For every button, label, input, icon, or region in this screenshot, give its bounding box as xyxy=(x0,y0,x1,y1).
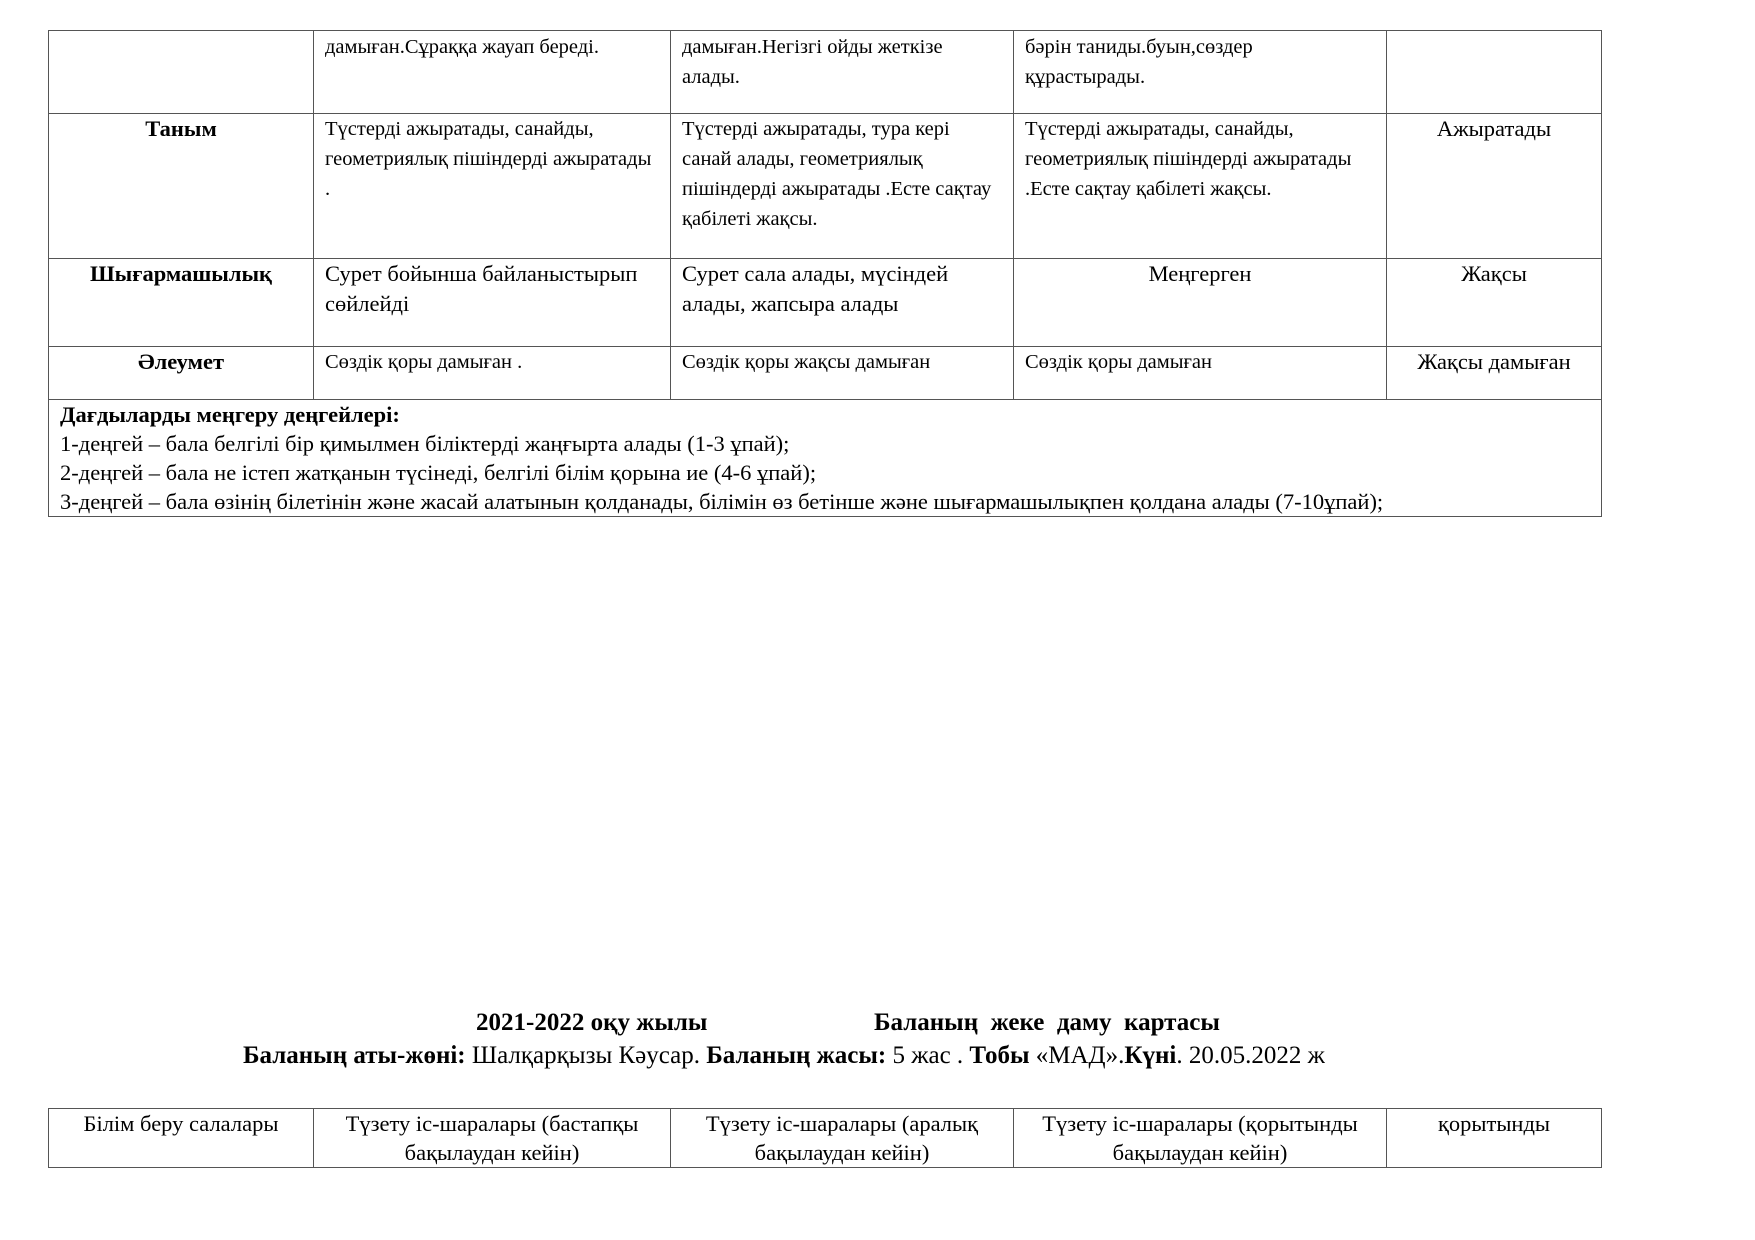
date-label: Күні xyxy=(1124,1042,1177,1069)
skill-levels-row xyxy=(49,400,1602,517)
column-header-result: қорытынды xyxy=(1387,1109,1602,1168)
development-card-table xyxy=(48,1108,1602,1168)
initial-observation-cell: Сурет бойынша байланыстырып сөйлейді xyxy=(314,259,671,347)
result-cell xyxy=(1387,31,1602,114)
table-row xyxy=(49,259,1602,347)
child-name-value: Шалқарқызы Кәусар. xyxy=(465,1042,707,1069)
table-row xyxy=(49,31,1602,114)
area-cell: Әлеумет xyxy=(49,347,314,400)
child-info-line xyxy=(243,1039,1325,1072)
intermediate-observation-cell: Түстерді ажыратады, тура кері санай алады, геометриялық пішіндерді ажыратады .Есте сақтау қабілеті жақсы. xyxy=(671,114,1014,259)
area-cell xyxy=(49,31,314,114)
column-header-initial: Түзету іс-шаралары (бастапқы бақылаудан кейін) xyxy=(314,1109,671,1168)
skill-level-1: 1-деңгей – бала белгілі бір қимылмен біліктерді жаңғырта алады (1-3 ұпай); xyxy=(60,431,790,456)
skill-level-3: 3-деңгей – бала өзінің білетінін және жасай алатынын қолданады, білімін өз бетінше және шығармашылықпен қолдана алады (7-10ұпай); xyxy=(60,489,1384,514)
child-age-value: 5 жас . xyxy=(886,1042,970,1069)
result-cell: Жақсы xyxy=(1387,259,1602,347)
final-observation-cell: бәрін таниды.буын,сөздер құрастырады. xyxy=(1014,31,1387,114)
initial-observation-cell: Түстерді ажыратады, санайды, геометриялық пішіндерді ажыратады . xyxy=(314,114,671,259)
group-label: Тобы xyxy=(969,1042,1030,1069)
development-card-table-continued xyxy=(48,30,1602,517)
final-observation-cell: Меңгерген xyxy=(1014,259,1387,347)
column-header-intermediate: Түзету іс-шаралары (аралық бақылаудан кейін) xyxy=(671,1109,1014,1168)
intermediate-observation-cell: дамыған.Негізгі ойды жеткізе алады. xyxy=(671,31,1014,114)
intermediate-observation-cell: Сурет сала алады, мүсіндей алады, жапсыра алады xyxy=(671,259,1014,347)
area-cell: Таным xyxy=(49,114,314,259)
final-observation-cell: Сөздік қоры дамыған xyxy=(1014,347,1387,400)
intermediate-observation-cell: Сөздік қоры жақсы дамыған xyxy=(671,347,1014,400)
column-header-final: Түзету іс-шаралары (қорытынды бақылаудан кейін) xyxy=(1014,1109,1387,1168)
header-title-line xyxy=(476,1006,1220,1039)
card-title: Баланың жеке даму картасы xyxy=(874,1009,1220,1036)
skill-levels-heading: Дағдыларды меңгеру деңгейлері: xyxy=(60,402,400,427)
school-year: 2021-2022 оқу жылы xyxy=(476,1009,708,1036)
table-row xyxy=(49,114,1602,259)
column-header-areas: Білім беру салалары xyxy=(49,1109,314,1168)
group-value: «МАД». xyxy=(1029,1042,1125,1069)
final-observation-cell: Түстерді ажыратады, санайды, геометриялық пішіндерді ажыратады .Есте сақтау қабілеті жақсы. xyxy=(1014,114,1387,259)
date-value: . 20.05.2022 ж xyxy=(1176,1042,1325,1069)
area-cell: Шығармашылық xyxy=(49,259,314,347)
initial-observation-cell: Сөздік қоры дамыған . xyxy=(314,347,671,400)
initial-observation-cell: дамыған.Сұраққа жауап береді. xyxy=(314,31,671,114)
child-name-label: Баланың аты-жөні: xyxy=(243,1042,466,1069)
skill-level-2: 2-деңгей – бала не істеп жатқанын түсінеді, белгілі білім қорына ие (4-6 ұпай); xyxy=(60,460,817,485)
table-header-row xyxy=(49,1109,1602,1168)
result-cell: Жақсы дамыған xyxy=(1387,347,1602,400)
result-cell: Ажыратады xyxy=(1387,114,1602,259)
table-row xyxy=(49,347,1602,400)
skill-levels-cell xyxy=(49,400,1602,517)
child-age-label: Баланың жасы: xyxy=(706,1042,887,1069)
